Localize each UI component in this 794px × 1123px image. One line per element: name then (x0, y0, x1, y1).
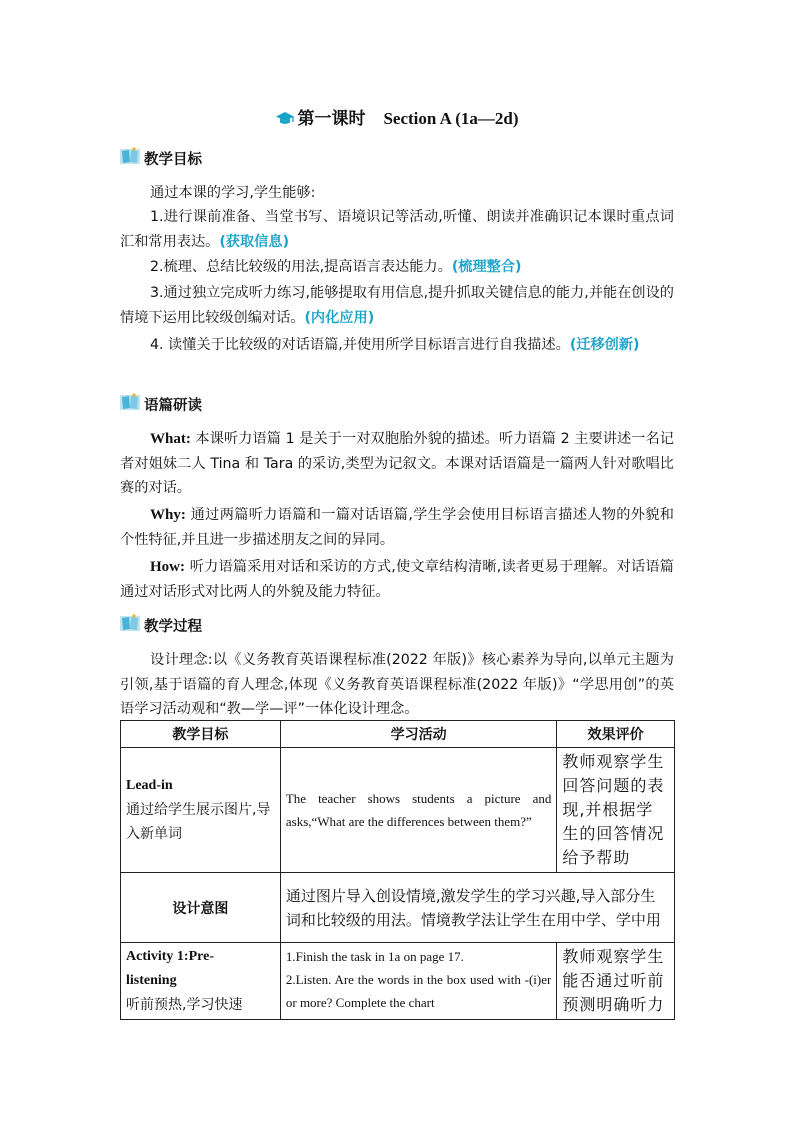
graduation-cap-icon (275, 111, 295, 132)
table-header: 学习活动 (280, 721, 556, 748)
process-intro: 设计理念:以《义务教育英语课程标准(2022 年版)》核心素养为导向,以单元主题为引领,基于语篇的育人理念,体现《义务教育英语课程标准(2022 年版)》“学思用创”的英语学习活动观和“教—学—评”一体化设计理念。 (120, 652, 674, 718)
why-text: 通过两篇听力语篇和一篇对话语篇,学生学会使用目标语言描述人物的外貌和个性特征,并且进一步描述朋友之间的异同。 (120, 507, 674, 548)
analysis-how (120, 555, 674, 604)
section-title: 教学目标 (144, 151, 202, 168)
how-label: How: (150, 559, 185, 575)
eval-cell: 教师观察学生能否通过听前预测明确听力 (557, 943, 675, 1020)
analysis-why (120, 503, 674, 552)
how-text: 听力语篇采用对话和采访的方式,使文章结构清晰,读者更易于理解。对话语篇通过对话形式对比两人的外貌及能力特征。 (120, 559, 674, 600)
eval-cell: 教师观察学生回答问题的表现,并根据学生的回答情况给予帮助 (557, 748, 675, 873)
objective-tag: (获取信息) (219, 233, 290, 250)
section-title: 教学过程 (144, 618, 202, 635)
objective-tag: (梳理整合) (451, 259, 522, 275)
table-header-row (121, 721, 675, 748)
goal-cn: 听前预热,学习快速 (126, 997, 243, 1013)
lesson-plan-table (120, 720, 675, 1020)
objective-item (120, 255, 674, 280)
analysis-what (120, 427, 674, 501)
why-label: Why: (150, 507, 186, 523)
open-book-icon (120, 147, 140, 169)
objective-tag: (内化应用) (304, 309, 375, 326)
title-cn: 第一课时 (297, 109, 366, 129)
design-text: 通过图片导入创设情境,激发学生的学习兴趣,导入部分生词和比较级的用法。情境教学法让学生在用中学、学中用 (280, 873, 674, 943)
activity-line: 1.Finish the task in 1a on page 17. (285, 949, 464, 964)
objective-item (120, 281, 674, 330)
what-label: What: (150, 431, 191, 447)
goal-cn: 通过给学生展示图片,导入新单词 (126, 802, 271, 842)
page-title (0, 104, 794, 132)
table-row (121, 943, 675, 1020)
activity-line: 2.Listen. Are the words in the box used with -(i)er or more? Complete the chart (285, 972, 552, 1010)
objectives-heading (120, 147, 202, 169)
objective-text: 3.通过独立完成听力练习,能够提取有用信息,提升抓取关键信息的能力,并能在创设的情境下运用比较级创编对话。 (120, 285, 674, 326)
table-row (121, 873, 675, 943)
section-title: 语篇研读 (144, 397, 202, 414)
objective-text: 4. 读懂关于比较级的对话语篇,并使用所学目标语言进行自我描述。 (150, 337, 570, 353)
analysis-heading (120, 393, 202, 415)
activity-cell (280, 943, 556, 1020)
what-text: 本课听力语篇 1 是关于一对双胞胎外貌的描述。听力语篇 2 主要讲述一名记者对姐妹二人 Tina 和 Tara 的采访,类型为记叙文。本课对话语篇是一篇两人针对歌唱比赛的对话。 (120, 431, 674, 497)
objective-text: 2.梳理、总结比较级的用法,提高语言表达能力。 (150, 259, 452, 275)
design-label: 设计意图 (121, 873, 281, 943)
open-book-icon (120, 614, 140, 636)
table-header: 教学目标 (121, 721, 281, 748)
goal-en: Lead-in (126, 778, 173, 793)
title-en: Section A (1a—2d) (383, 109, 519, 128)
objective-item (120, 333, 674, 358)
open-book-icon (120, 393, 140, 415)
process-heading (120, 614, 202, 636)
objective-tag: (迁移创新) (569, 337, 640, 353)
activity-cell: The teacher shows students a picture and asks,“What are the differences between them?” (280, 748, 556, 873)
objective-item (120, 205, 674, 254)
goal-cell (121, 943, 281, 1020)
table-row (121, 748, 675, 873)
objectives-intro: 通过本课的学习,学生能够: (150, 185, 316, 201)
goal-cell (121, 748, 281, 873)
objective-text: 1.进行课前准备、当堂书写、语境识记等活动,听懂、朗读并准确识记本课时重点词汇和常用表达。 (120, 209, 674, 250)
table-header: 效果评价 (557, 721, 675, 748)
goal-en: Activity 1:Pre-listening (126, 949, 214, 988)
